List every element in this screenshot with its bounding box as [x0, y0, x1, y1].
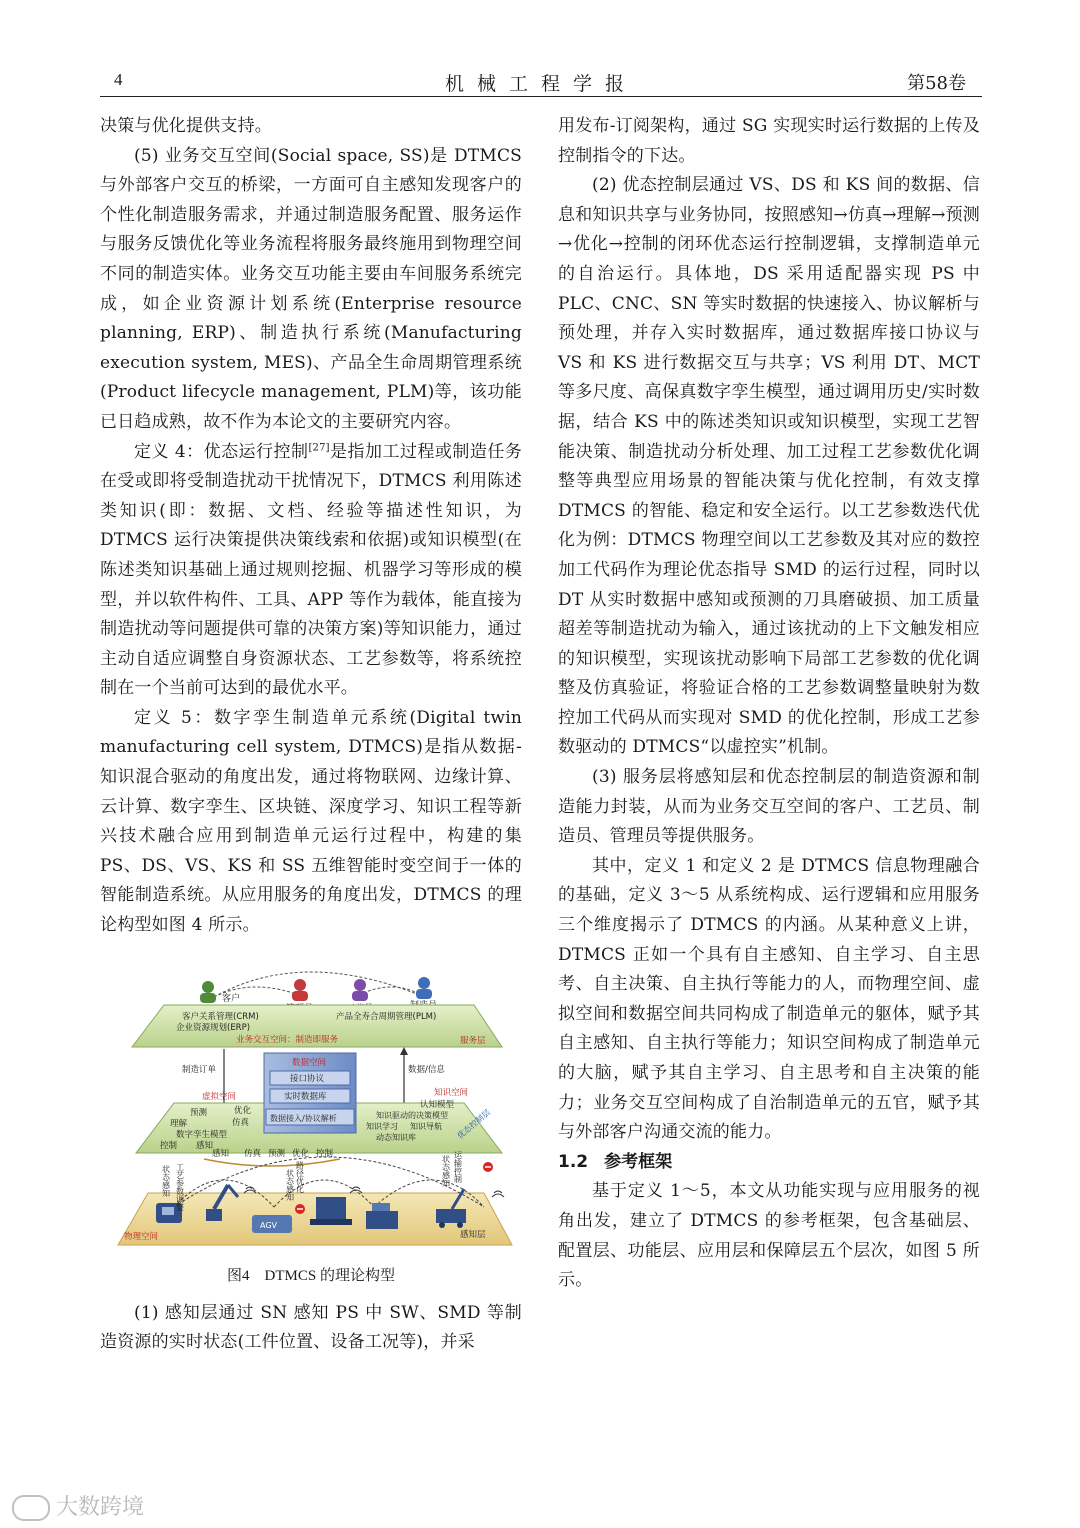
ks-item: 动态知识库	[376, 1132, 416, 1142]
running-header	[100, 66, 982, 97]
data-arrow-head	[400, 1047, 408, 1055]
ks-item: 认知模型	[420, 1099, 455, 1110]
perception-layer-label: 感知层	[460, 1229, 486, 1240]
paragraph: (3) 服务层将感知层和优态控制层的制造资源和制造能力封装，从而为业务交互空间的客户、工艺员、制造员、管理员等提供服务。	[558, 767, 980, 847]
role-label: 客户	[222, 993, 241, 1004]
watermark-logo-icon	[12, 1495, 50, 1521]
section-number: 1.2	[558, 1151, 589, 1172]
agv-icon	[252, 1215, 292, 1233]
flow-label: 路径优化	[295, 1160, 305, 1193]
figure-4-diagram	[104, 957, 524, 1257]
service-space-label: 业务交互空间：制造即服务	[236, 1034, 339, 1045]
paragraph: (2) 优态控制层通过 VS、DS 和 KS 间的数据、信息和知识共享与业务协同，按照感知→仿真→理解→预测→优化→控制的闭环优态运行控制逻辑，支撑制造单元的自治运行。具体地，DS 采用适配器实现 PS 中 PLC、CNC、SN 等实时数据的快速接入、协议解析与预处理，并存入实时数据库，通过数据库接口协议与 VS 和 KS 进行数据交互与共享；VS 利用 DT、MCT 等多尺度、高保真数字孪生模型，通过调用历史/实时数据，结合 KS 中的陈述类知识或知识模型，实现工艺智能决策、制造扰动分析处理、加工过程工艺参数优化调整等典型应用场景的智能决策与优化控制，有效支撑 DTMCS 的智能、稳定和安全运行。以工艺参数迭代优化为例：DTMCS 物理空间以工艺参数及其对应的数控加工代码作为理论优态指导 SMD 的运行过程，同时以 DT 从实时数据中感知或预测的刀具磨破损、加工质量超差等制造扰动为输入，通过该扰动的上下文触发相应的知识模型，实现该扰动影响下局部工艺参数的优化调整及仿真验证，将验证合格的工艺参数调整量映射为数控加工代码从而实现对 SMD 的优化控制，形成工艺参数驱动的 DTMCS“以虚控实”机制。	[558, 175, 980, 758]
order-label: 制造订单	[182, 1064, 217, 1075]
plm-label: 产品全寿合周期管理(PLM)	[336, 1011, 437, 1022]
journal-name: 机械工程学报	[444, 73, 637, 95]
no-entry-icon	[295, 1204, 305, 1214]
flow-label: 状态感知	[161, 1164, 171, 1197]
loop-step: 感知	[212, 1148, 230, 1159]
engineer-icon	[352, 979, 368, 1001]
virtual-space-label: 虚拟空间	[202, 1091, 237, 1102]
crm-label: 客户关系管理(CRM)	[182, 1011, 259, 1022]
paragraph-definition-5: 定义 5：数字孪生制造单元系统(Digital twin manufacturing cell system, DTMCS)是指从数据-知识混合驱动的角度出发，通过将物联网、边缘计算、云计算、数字孪生、区块链、深度学习、知识工程等新兴技术融合应用到制造单元运行过程中，构建的集 PS、DS、VS、KS 和 SS 五维智能时变空间于一体的智能制造系统。从应用服务的角度出发，DTMCS 的理论构型如图 4 所示。	[100, 707, 522, 936]
paragraph-text: 定义 4：优态运行控制	[134, 441, 309, 462]
vs-item: 感知	[196, 1140, 214, 1151]
flow-label: 状态感知	[285, 1168, 295, 1201]
vs-item: 优化	[234, 1105, 252, 1116]
vs-item: 控制	[160, 1140, 178, 1151]
paragraph-text: 是指加工过程或制造任务在受或即将受制造扰动干扰情况下，DTMCS 利用陈述类知识(即：数据、文档、经验等描述性知识，为 DTMCS 运行决策提供决策线索和依据)或知识模型(在陈述类知识基础上通过规则挖掘、机器学习等形成的模型，并以软件构件、工具、APP 等作为载体，能直接为制造扰动等问题提供可靠的决策方案)等知识能力，通过主动自适应调整自身资源状态、工艺参数等，将系统控制在一个当前可达到的最优水平。	[100, 441, 523, 699]
section-heading	[558, 1148, 980, 1178]
left-column	[100, 112, 522, 1358]
watermark	[12, 1490, 144, 1521]
data-label: 数据/信息	[408, 1064, 445, 1075]
flow-label: 状态感知	[441, 1154, 451, 1187]
watermark-text: 大数跨境	[56, 1495, 145, 1520]
ks-item: 知识导航	[410, 1121, 442, 1131]
data-space-label: 数据空间	[292, 1057, 327, 1068]
paragraph: 基于定义 1～5，本文从功能实现与应用服务的视角出发，建立了 DTMCS 的参考框架，包含基础层、配置层、功能层、应用层和保障层五个层次，如图 5 所示。	[558, 1181, 980, 1291]
right-column	[558, 112, 980, 1296]
vs-item: 预测	[190, 1107, 208, 1118]
customer-icon	[200, 981, 216, 1003]
realtime-db-label: 实时数据库	[284, 1091, 327, 1102]
ks-item: 知识驱动的决策模型	[376, 1110, 448, 1120]
wireless-icon	[492, 1191, 504, 1197]
workstation-icon	[310, 1197, 352, 1225]
paragraph: 用发布-订阅架构，通过 SG 实现实时运行数据的上传及控制指令的下达。	[558, 116, 980, 166]
paragraph: 决策与优化提供支持。	[100, 116, 272, 136]
agv-label: AGV	[260, 1220, 278, 1230]
ks-item: 知识学习	[366, 1121, 398, 1131]
physical-space-label: 物理空间	[124, 1231, 159, 1242]
operator-icon	[416, 977, 432, 999]
paragraph: (5) 业务交互空间(Social space, SS)是 DTMCS 与外部客户交互的桥梁，一方面可自主感知发现客户的个性化制造服务需求，并通过制造服务配置、服务运作与服务反馈优化等业务流程将服务最终施用到物理空间不同的制造实体。业务交互功能主要由车间服务系统完成，如企业资源计划系统(Enterprise resource planning, ERP)、制造执行系统(Manufacturing execution system, MES)、产品全生命周期管理系统(Product lifecycle management, PLM)等，该功能已日趋成熟，故不作为本论文的主要研究内容。	[100, 145, 522, 432]
vs-item: 数字孪生模型	[176, 1129, 228, 1140]
access-label: 数据接入/协议解析	[270, 1113, 337, 1123]
figure-4	[104, 957, 524, 1257]
loop-step: 控制	[316, 1148, 334, 1159]
vs-item: 仿真	[232, 1117, 250, 1128]
flow-label: 运输控制	[453, 1150, 463, 1183]
section-title: 参考框架	[604, 1151, 673, 1172]
figure-caption: 图4 DTMCS 的理论构型	[227, 1267, 395, 1284]
citation-ref[interactable]: [27]	[308, 441, 330, 453]
vs-item: 理解	[170, 1118, 188, 1129]
volume-label: 第58卷	[907, 73, 966, 94]
control-loop	[204, 1159, 340, 1166]
no-entry-icon	[483, 1162, 493, 1172]
erp-label: 企业资源规划(ERP)	[176, 1022, 251, 1033]
paragraph-definition-4	[100, 438, 522, 704]
knowledge-space-label: 知识空间	[434, 1087, 469, 1098]
page-number: 4	[114, 70, 123, 89]
loop-step: 预测	[268, 1148, 286, 1159]
flow-label: 工艺参数调整	[175, 1162, 185, 1211]
loop-step: 仿真	[244, 1148, 262, 1159]
service-layer-label: 服务层	[460, 1035, 486, 1046]
admin-icon	[292, 979, 308, 1001]
paragraph: 其中，定义 1 和定义 2 是 DTMCS 信息物理融合的基础，定义 3～5 从系统构成、运行逻辑和应用服务三个维度揭示了 DTMCS 的内涵。从某种意义上讲，DTMCS 正如一个具有自主感知、自主学习、自主思考、自主决策、自主执行等能力的人，而物理空间、虚拟空间和数据空间共同构成了制造单元的躯体，赋予其自主感知、自主执行等能力；知识空间构成了制造单元的大脑，赋予其自主学习、自主思考和自主决策的能力；业务交互空间构成了自治制造单元的五官，赋予其与外部客户沟通交流的能力。	[558, 855, 980, 1143]
interface-label: 接口协议	[290, 1073, 325, 1084]
control-layer-label: 优态控制层	[455, 1107, 492, 1141]
loop-step: 优化	[292, 1148, 310, 1159]
paragraph: (1) 感知层通过 SN 感知 PS 中 SW、SMD 等制造资源的实时状态(工件位置、设备工况等)，并采	[100, 1302, 522, 1353]
